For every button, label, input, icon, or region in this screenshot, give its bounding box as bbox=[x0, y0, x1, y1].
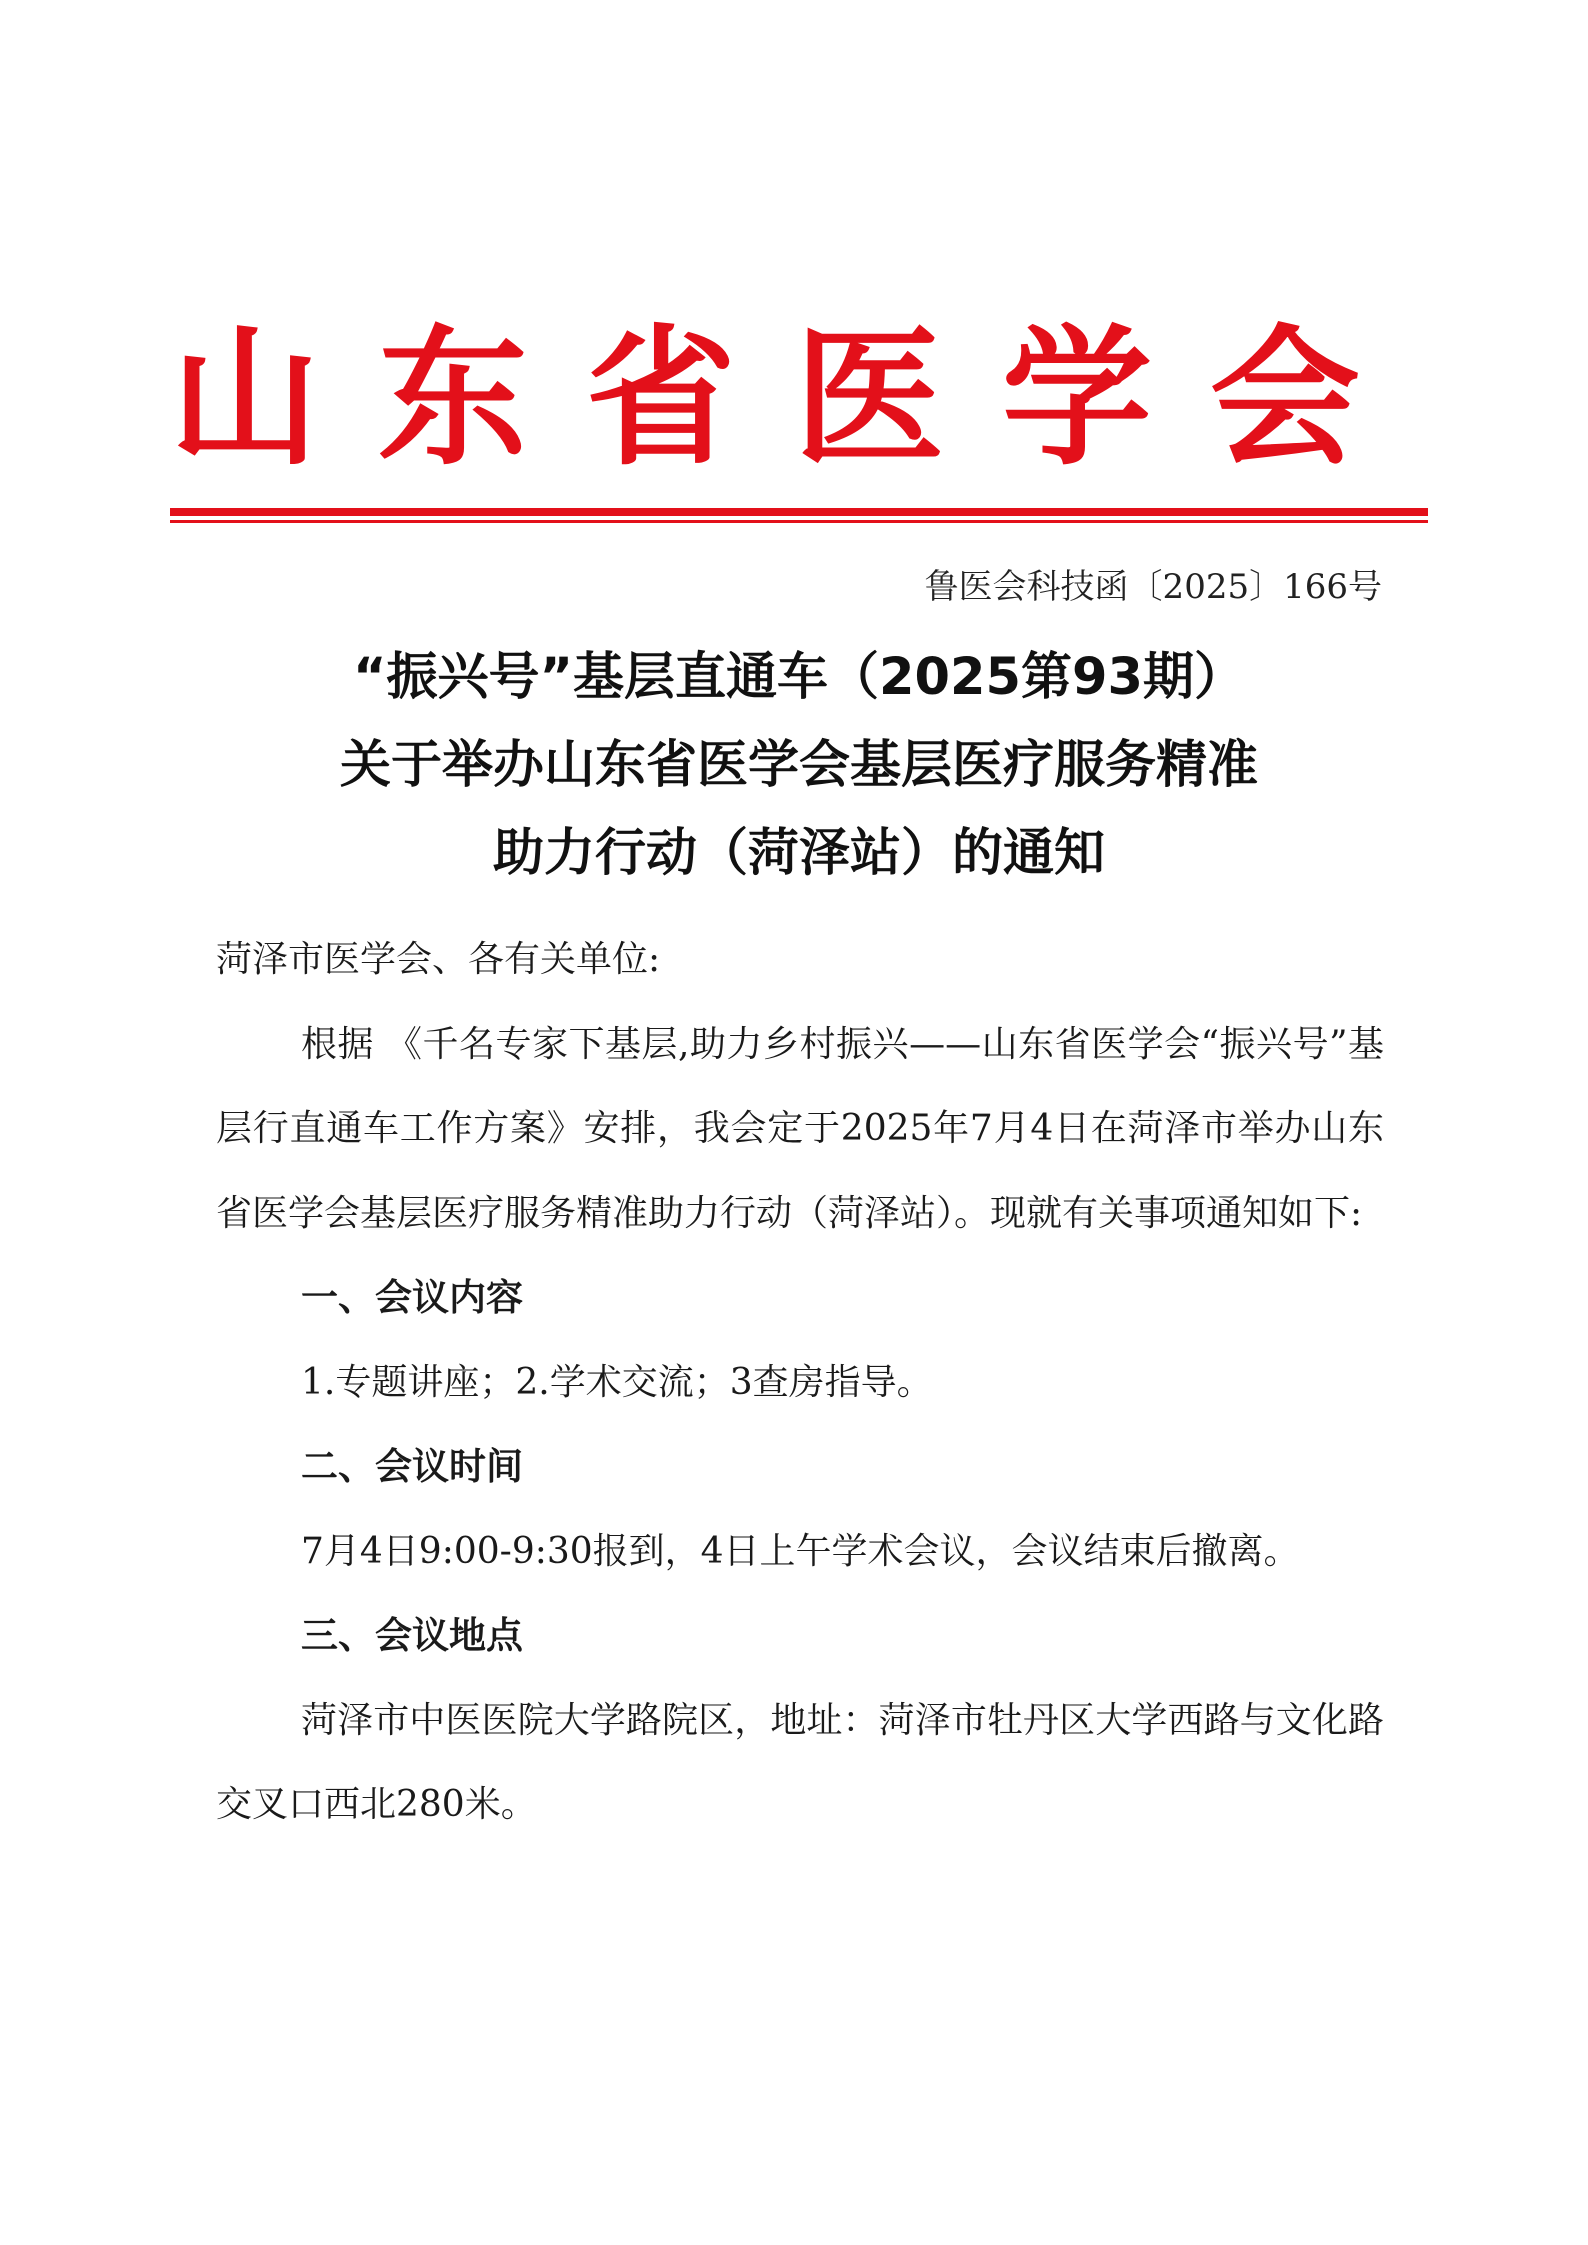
section-heading: 二、会议时间 bbox=[301, 1445, 523, 1488]
masthead-organization-name bbox=[170, 310, 1360, 486]
section-heading: 三、会议地点 bbox=[301, 1614, 523, 1657]
document-number: 鲁医会科技函〔2025〕166号 bbox=[924, 567, 1382, 607]
section-heading: 一、会议内容 bbox=[301, 1276, 523, 1319]
title-line: “振兴号”基层直通车（2025第93期） bbox=[353, 648, 1245, 707]
salutation: 菏泽市医学会、各有关单位: bbox=[216, 939, 661, 980]
masthead-char: 山 bbox=[170, 310, 321, 486]
masthead-char: 省 bbox=[585, 310, 736, 486]
title-line: 助力行动（菏泽站）的通知 bbox=[492, 824, 1105, 883]
masthead-divider-thin bbox=[170, 520, 1428, 523]
title-line: 关于举办山东省医学会基层医疗服务精准 bbox=[339, 736, 1258, 795]
masthead-divider-thick bbox=[170, 508, 1428, 516]
masthead-char: 东 bbox=[377, 310, 528, 486]
intro-paragraph: 根据 《千名专家下基层,助力乡村振兴——山东省医学会“振兴号”基层行直通车工作方案》安排，我会定于2025年7月4日在菏泽市举办山东省医学会基层医疗服务精准助力行动（菏泽站）。现就有关事项通知如下: bbox=[216, 1023, 1384, 1234]
section-content: 1.专题讲座；2.学术交流；3查房指导。 bbox=[301, 1361, 933, 1403]
document-title bbox=[170, 634, 1428, 898]
masthead-char: 会 bbox=[1209, 310, 1360, 486]
section-content: 7月4日9:00-9:30报到，4日上午学术会议，会议结束后撤离。 bbox=[301, 1530, 1300, 1572]
masthead-char: 学 bbox=[1001, 310, 1152, 486]
masthead-char: 医 bbox=[793, 310, 944, 486]
section-content: 菏泽市中医医院大学路院区，地址：菏泽市牡丹区大学西路与文化路交叉口西北280米。 bbox=[216, 1699, 1384, 1825]
document-body bbox=[216, 918, 1384, 1848]
